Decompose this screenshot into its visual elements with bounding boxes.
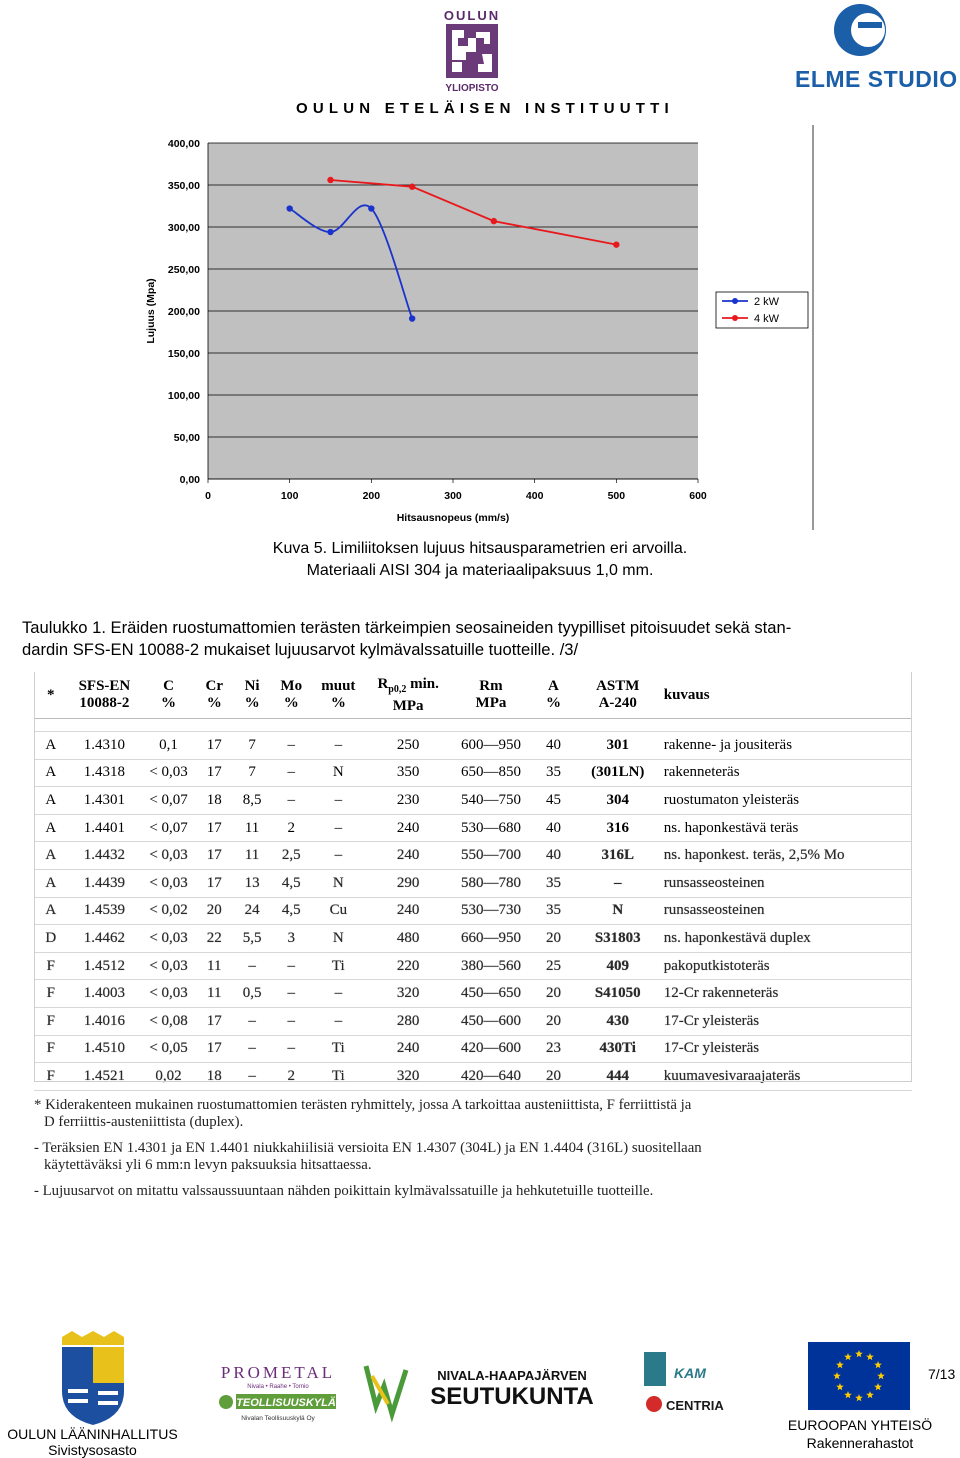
table-cell: 20 bbox=[531, 925, 576, 953]
data-point bbox=[286, 205, 292, 211]
column-header: Ni % bbox=[233, 672, 272, 719]
table-cell: Ti bbox=[311, 1063, 366, 1091]
table-cell: – bbox=[271, 980, 311, 1008]
data-point bbox=[409, 183, 415, 189]
table-cell: 316L bbox=[576, 842, 660, 870]
table-cell: 1.4439 bbox=[68, 869, 142, 897]
table-cell: < 0,03 bbox=[141, 869, 195, 897]
table-row bbox=[34, 869, 912, 897]
table-row bbox=[34, 1063, 912, 1091]
column-header: muut % bbox=[311, 672, 366, 719]
prometal-text: PROMETAL bbox=[220, 1363, 336, 1382]
table-cell: 4,5 bbox=[271, 897, 311, 925]
table-cell: Ti bbox=[311, 952, 366, 980]
laaninhallitus-line2: Sivistysosasto bbox=[48, 1442, 137, 1458]
table-cell: 250 bbox=[366, 732, 451, 760]
table-cell: 20 bbox=[196, 897, 233, 925]
table-cell: – bbox=[271, 732, 311, 760]
table-cell: 11 bbox=[233, 814, 272, 842]
eu-text-line1: EUROOPAN YHTEISÖ bbox=[787, 1417, 933, 1433]
kam-centria-logo bbox=[644, 1352, 736, 1416]
table-cell: 11 bbox=[196, 980, 233, 1008]
eu-star bbox=[877, 1372, 885, 1379]
table-row bbox=[34, 897, 912, 925]
table-cell: 660—950 bbox=[451, 925, 532, 953]
eu-text bbox=[770, 1416, 950, 1452]
data-point bbox=[409, 315, 415, 321]
x-axis-label: Hitsausnopeus (mm/s) bbox=[396, 512, 510, 524]
table-cell: rakenne- ja jousiteräs bbox=[660, 732, 912, 760]
table-cell: 0,1 bbox=[141, 732, 195, 760]
eu-star bbox=[844, 1391, 852, 1398]
table-cell: 240 bbox=[366, 814, 451, 842]
table-cell: < 0,03 bbox=[141, 980, 195, 1008]
table-cell: 11 bbox=[233, 842, 272, 870]
table-intro-line1: Taulukko 1. Eräiden ruostumattomien terästen tärkeimpien seosaineiden tyypilliset pitoisuudet sekä stan- bbox=[22, 618, 792, 637]
y-tick-label: 200,00 bbox=[167, 306, 200, 318]
table-cell: 17-Cr yleisteräs bbox=[660, 1035, 912, 1063]
table-cell: 40 bbox=[531, 842, 576, 870]
table-cell: 1.4401 bbox=[68, 814, 142, 842]
table-cell: 420—640 bbox=[451, 1063, 532, 1091]
table-cell: – bbox=[311, 980, 366, 1008]
table-cell: 420—600 bbox=[451, 1035, 532, 1063]
table-cell: < 0,05 bbox=[141, 1035, 195, 1063]
table-cell: kuumavesivaraajateräs bbox=[660, 1063, 912, 1091]
eu-star bbox=[844, 1353, 852, 1360]
y-tick-label: 300,00 bbox=[167, 222, 200, 234]
table-cell: 2,5 bbox=[271, 842, 311, 870]
seutukunta-bottom-text: SEUTUKUNTA bbox=[430, 1383, 594, 1410]
table-cell: 45 bbox=[531, 787, 576, 815]
teollisuuskyla-sub: Nivalan Teollisuuskylä Oy bbox=[241, 1415, 315, 1422]
column-header: * bbox=[34, 672, 68, 719]
y-tick-label: 100,00 bbox=[167, 390, 200, 402]
table-cell: 17 bbox=[196, 1007, 233, 1035]
table-cell: Ti bbox=[311, 1035, 366, 1063]
table-cell: rakenneteräs bbox=[660, 759, 912, 787]
table-cell: A bbox=[34, 897, 68, 925]
table-cell: 1.4539 bbox=[68, 897, 142, 925]
table-cell: F bbox=[34, 1035, 68, 1063]
figure-caption-line2: Materiaali AISI 304 ja materiaalipaksuus 1,0 mm. bbox=[306, 562, 654, 579]
eu-star bbox=[855, 1350, 863, 1357]
page-number: 7/13 bbox=[928, 1366, 956, 1382]
table-cell: D bbox=[34, 925, 68, 953]
y-tick-label: 150,00 bbox=[167, 348, 200, 360]
table-cell: < 0,03 bbox=[141, 842, 195, 870]
eu-text-line2: Rakennerahastot bbox=[806, 1435, 914, 1451]
laaninhallitus-line1: OULUN LÄÄNINHALLITUS bbox=[7, 1426, 178, 1442]
column-header: $R_{p0,2}$ min. MPa bbox=[366, 672, 451, 719]
table-cell: 290 bbox=[366, 869, 451, 897]
table-cell: N bbox=[576, 897, 660, 925]
table-cell: N bbox=[311, 869, 366, 897]
table-cell: 17 bbox=[196, 732, 233, 760]
note-1a: * Kiderakenteen mukainen ruostumattomien terästen ryhmittely, jossa A tarkoittaa austeniittista, F ferriittistä ja bbox=[34, 1097, 692, 1113]
institute-name: OULUN ETELÄISEN INSTITUUTTI bbox=[296, 100, 674, 117]
table-cell: – bbox=[271, 759, 311, 787]
table-cell: 540—750 bbox=[451, 787, 532, 815]
table-cell: 40 bbox=[531, 732, 576, 760]
table-cell: 2 bbox=[271, 1063, 311, 1091]
table-cell: S31803 bbox=[576, 925, 660, 953]
table-cell: – bbox=[311, 787, 366, 815]
table-cell: 450—650 bbox=[451, 980, 532, 1008]
table-cell: 304 bbox=[576, 787, 660, 815]
x-tick-label: 600 bbox=[689, 490, 707, 502]
table-cell: – bbox=[271, 787, 311, 815]
column-header: Cr % bbox=[196, 672, 233, 719]
table-cell: < 0,03 bbox=[141, 925, 195, 953]
x-tick-label: 500 bbox=[607, 490, 626, 502]
table-cell: 17 bbox=[196, 842, 233, 870]
table-cell: F bbox=[34, 1007, 68, 1035]
eu-star bbox=[874, 1361, 882, 1368]
eu-star bbox=[874, 1383, 882, 1390]
table-cell: 230 bbox=[366, 787, 451, 815]
table-cell: 17 bbox=[196, 759, 233, 787]
column-header: Rm MPa bbox=[451, 672, 532, 719]
table-cell: 1.4301 bbox=[68, 787, 142, 815]
note-2b: käytettäväksi yli 6 mm:n levyn paksuuksia hitsattaessa. bbox=[44, 1157, 372, 1173]
table-cell: < 0,03 bbox=[141, 952, 195, 980]
table-cell: 17 bbox=[196, 1035, 233, 1063]
figure-caption-line1: Kuva 5. Limiliitoksen lujuus hitsausparametrien eri arvoilla. bbox=[272, 540, 688, 557]
table-cell: 380—560 bbox=[451, 952, 532, 980]
spacer-row bbox=[34, 719, 912, 732]
note-2a: - Teräksien EN 1.4301 ja EN 1.4401 niukkahiilisiä versioita EN 1.4307 (304L) ja EN 1.4404 (316L) suositellaan bbox=[34, 1140, 702, 1156]
table-cell: 444 bbox=[576, 1063, 660, 1091]
table-cell: – bbox=[233, 1007, 272, 1035]
table-cell: – bbox=[233, 952, 272, 980]
table-cell: 4,5 bbox=[271, 869, 311, 897]
table-cell: 1.4003 bbox=[68, 980, 142, 1008]
table-cell: 1.4462 bbox=[68, 925, 142, 953]
table-cell: 20 bbox=[531, 1007, 576, 1035]
table-cell: 430 bbox=[576, 1007, 660, 1035]
table-row bbox=[34, 732, 912, 760]
table-cell: 1.4521 bbox=[68, 1063, 142, 1091]
prometal-logo bbox=[216, 1360, 340, 1424]
x-tick-label: 300 bbox=[444, 490, 462, 502]
table-cell: 5,5 bbox=[233, 925, 272, 953]
table-cell: 650—850 bbox=[451, 759, 532, 787]
table-row bbox=[34, 814, 912, 842]
column-header: kuvaus bbox=[660, 672, 912, 719]
table-cell: – bbox=[311, 732, 366, 760]
table-cell: A bbox=[34, 787, 68, 815]
table-cell: A bbox=[34, 814, 68, 842]
kam-text: KAM bbox=[674, 1365, 706, 1381]
table-cell: 240 bbox=[366, 897, 451, 925]
table-cell: 0,5 bbox=[233, 980, 272, 1008]
table-cell: 280 bbox=[366, 1007, 451, 1035]
table-cell: 320 bbox=[366, 1063, 451, 1091]
table-cell: < 0,07 bbox=[141, 787, 195, 815]
table-cell: ns. haponkestävä duplex bbox=[660, 925, 912, 953]
data-point bbox=[613, 241, 619, 247]
centria-text: CENTRIA bbox=[666, 1398, 724, 1413]
table-row bbox=[34, 980, 912, 1008]
table-cell: (301LN) bbox=[576, 759, 660, 787]
table-cell: 480 bbox=[366, 925, 451, 953]
table-cell: 220 bbox=[366, 952, 451, 980]
table-cell: 530—680 bbox=[451, 814, 532, 842]
seutukunta-top-text: NIVALA-HAAPAJÄRVEN bbox=[437, 1368, 587, 1383]
table-cell: pakoputkistoteräs bbox=[660, 952, 912, 980]
x-tick-label: 400 bbox=[525, 490, 544, 502]
eu-star bbox=[836, 1361, 844, 1368]
table-cell: 0,02 bbox=[141, 1063, 195, 1091]
legend-marker bbox=[732, 315, 738, 321]
table-cell: 7 bbox=[233, 732, 272, 760]
table-cell: 1.4310 bbox=[68, 732, 142, 760]
table-cell: 20 bbox=[531, 1063, 576, 1091]
y-tick-label: 400,00 bbox=[167, 138, 200, 150]
strength-chart bbox=[140, 125, 820, 530]
eu-star bbox=[836, 1383, 844, 1390]
x-tick-labels bbox=[205, 479, 707, 502]
table-cell: 17 bbox=[196, 814, 233, 842]
table-cell: 20 bbox=[531, 980, 576, 1008]
table-cell: 23 bbox=[531, 1035, 576, 1063]
table-cell: 580—780 bbox=[451, 869, 532, 897]
table-row bbox=[34, 759, 912, 787]
table-cell: 17 bbox=[196, 869, 233, 897]
table-cell: F bbox=[34, 1063, 68, 1091]
table-cell: 1.4512 bbox=[68, 952, 142, 980]
y-tick-label: 350,00 bbox=[167, 180, 200, 192]
university-logo bbox=[442, 6, 502, 94]
university-logo-top-text: OULUN bbox=[443, 8, 501, 23]
data-point bbox=[327, 229, 333, 235]
note-1b: D ferriittis-austeniittista (duplex). bbox=[44, 1114, 244, 1130]
table-cell: 17-Cr yleisteräs bbox=[660, 1007, 912, 1035]
table-cell: A bbox=[34, 759, 68, 787]
table-cell: N bbox=[311, 925, 366, 953]
eu-star bbox=[855, 1394, 863, 1401]
prometal-sub: Nivala • Raahe • Tornio bbox=[247, 1384, 309, 1390]
x-tick-label: 200 bbox=[362, 490, 381, 502]
table-cell: 12-Cr rakenneteräs bbox=[660, 980, 912, 1008]
table-cell: 40 bbox=[531, 814, 576, 842]
table-row bbox=[34, 1035, 912, 1063]
table-cell: < 0,02 bbox=[141, 897, 195, 925]
table-cell: A bbox=[34, 732, 68, 760]
table-cell: 530—730 bbox=[451, 897, 532, 925]
table-cell: 22 bbox=[196, 925, 233, 953]
table-intro-line2: dardin SFS-EN 10088-2 mukaiset lujuusarvot kylmävalssatuille tuotteille. /3/ bbox=[22, 640, 579, 659]
table-cell: 35 bbox=[531, 897, 576, 925]
elme-studio-text: ELME STUDIO bbox=[795, 66, 958, 92]
table-cell: 1.4016 bbox=[68, 1007, 142, 1035]
table-cell: 320 bbox=[366, 980, 451, 1008]
table-cell: 1.4510 bbox=[68, 1035, 142, 1063]
x-tick-label: 100 bbox=[280, 490, 299, 502]
table-cell: 18 bbox=[196, 787, 233, 815]
table-cell: 35 bbox=[531, 759, 576, 787]
legend-label: 2 kW bbox=[754, 296, 780, 308]
table-cell: 240 bbox=[366, 842, 451, 870]
laaninhallitus-text bbox=[0, 1426, 185, 1458]
table-cell: runsasseosteinen bbox=[660, 869, 912, 897]
table-cell: 350 bbox=[366, 759, 451, 787]
table-cell: runsasseosteinen bbox=[660, 897, 912, 925]
table-row bbox=[34, 952, 912, 980]
table-cell: 24 bbox=[233, 897, 272, 925]
eu-flag bbox=[808, 1342, 910, 1410]
teollisuuskyla-text: TEOLLISUUSKYLÄ bbox=[236, 1397, 336, 1409]
table-cell: – bbox=[233, 1035, 272, 1063]
y-tick-label: 250,00 bbox=[167, 264, 200, 276]
data-point bbox=[491, 218, 497, 224]
chart-right-border bbox=[812, 125, 814, 530]
column-header: A % bbox=[531, 672, 576, 719]
table-cell: 240 bbox=[366, 1035, 451, 1063]
y-tick-label: 50,00 bbox=[173, 432, 200, 444]
table-cell: A bbox=[34, 869, 68, 897]
table-cell: 18 bbox=[196, 1063, 233, 1091]
data-point bbox=[327, 177, 333, 183]
eu-star bbox=[866, 1391, 874, 1398]
table-cell: < 0,08 bbox=[141, 1007, 195, 1035]
table-cell: 316 bbox=[576, 814, 660, 842]
table-cell: – bbox=[311, 842, 366, 870]
table-cell: 35 bbox=[531, 869, 576, 897]
table-cell: < 0,03 bbox=[141, 759, 195, 787]
table-cell: F bbox=[34, 980, 68, 1008]
table-row bbox=[34, 925, 912, 953]
table-cell: 550—700 bbox=[451, 842, 532, 870]
note-3: - Lujuusarvot on mitattu valssaussuuntaan nähden poikittain kylmävalssatuille ja hehkutetuille tuotteille. bbox=[34, 1183, 654, 1199]
oulu-province-crest bbox=[58, 1331, 128, 1425]
eu-star bbox=[866, 1353, 874, 1360]
steel-table bbox=[34, 672, 912, 1091]
table-cell: Cu bbox=[311, 897, 366, 925]
table-cell: 2 bbox=[271, 814, 311, 842]
table-cell: 301 bbox=[576, 732, 660, 760]
table-cell: N bbox=[311, 759, 366, 787]
column-header: C % bbox=[141, 672, 195, 719]
table-cell: 450—600 bbox=[451, 1007, 532, 1035]
table-cell: 430Ti bbox=[576, 1035, 660, 1063]
table-cell: 1.4318 bbox=[68, 759, 142, 787]
table-cell: S41050 bbox=[576, 980, 660, 1008]
y-tick-labels bbox=[168, 138, 200, 486]
seutukunta-logo bbox=[362, 1356, 604, 1424]
legend bbox=[716, 292, 808, 328]
eu-star bbox=[833, 1372, 841, 1379]
table-cell: ruostumaton yleisteräs bbox=[660, 787, 912, 815]
table-cell: 11 bbox=[196, 952, 233, 980]
legend-marker bbox=[732, 298, 738, 304]
legend-label: 4 kW bbox=[754, 313, 780, 325]
table-cell: 3 bbox=[271, 925, 311, 953]
table-cell: – bbox=[311, 1007, 366, 1035]
table-cell: 25 bbox=[531, 952, 576, 980]
y-tick-label: 0,00 bbox=[179, 474, 200, 486]
column-header: ASTM A-240 bbox=[576, 672, 660, 719]
table-cell: A bbox=[34, 842, 68, 870]
table-cell: 409 bbox=[576, 952, 660, 980]
table-row bbox=[34, 1007, 912, 1035]
table-row bbox=[34, 787, 912, 815]
table-cell: 1.4432 bbox=[68, 842, 142, 870]
table-row bbox=[34, 842, 912, 870]
table-cell: – bbox=[311, 814, 366, 842]
table-cell: – bbox=[271, 1007, 311, 1035]
table-cell: F bbox=[34, 952, 68, 980]
table-cell: 13 bbox=[233, 869, 272, 897]
table-cell: 600—950 bbox=[451, 732, 532, 760]
column-header: SFS-EN 10088-2 bbox=[68, 672, 142, 719]
y-axis-label: Lujuus (Mpa) bbox=[145, 278, 157, 344]
table-cell: 8,5 bbox=[233, 787, 272, 815]
table-cell: – bbox=[233, 1063, 272, 1091]
table-cell: ns. haponkest. teräs, 2,5% Mo bbox=[660, 842, 912, 870]
table-cell: < 0,07 bbox=[141, 814, 195, 842]
data-point bbox=[368, 205, 374, 211]
table-cell: – bbox=[271, 1035, 311, 1063]
table-header-row bbox=[34, 672, 912, 719]
column-header: Mo % bbox=[271, 672, 311, 719]
university-logo-bottom-text: YLIOPISTO bbox=[445, 83, 499, 94]
table-cell: ns. haponkestävä teräs bbox=[660, 814, 912, 842]
table-cell: – bbox=[271, 952, 311, 980]
table-cell: – bbox=[576, 869, 660, 897]
x-tick-label: 0 bbox=[205, 490, 211, 502]
table-cell: 7 bbox=[233, 759, 272, 787]
